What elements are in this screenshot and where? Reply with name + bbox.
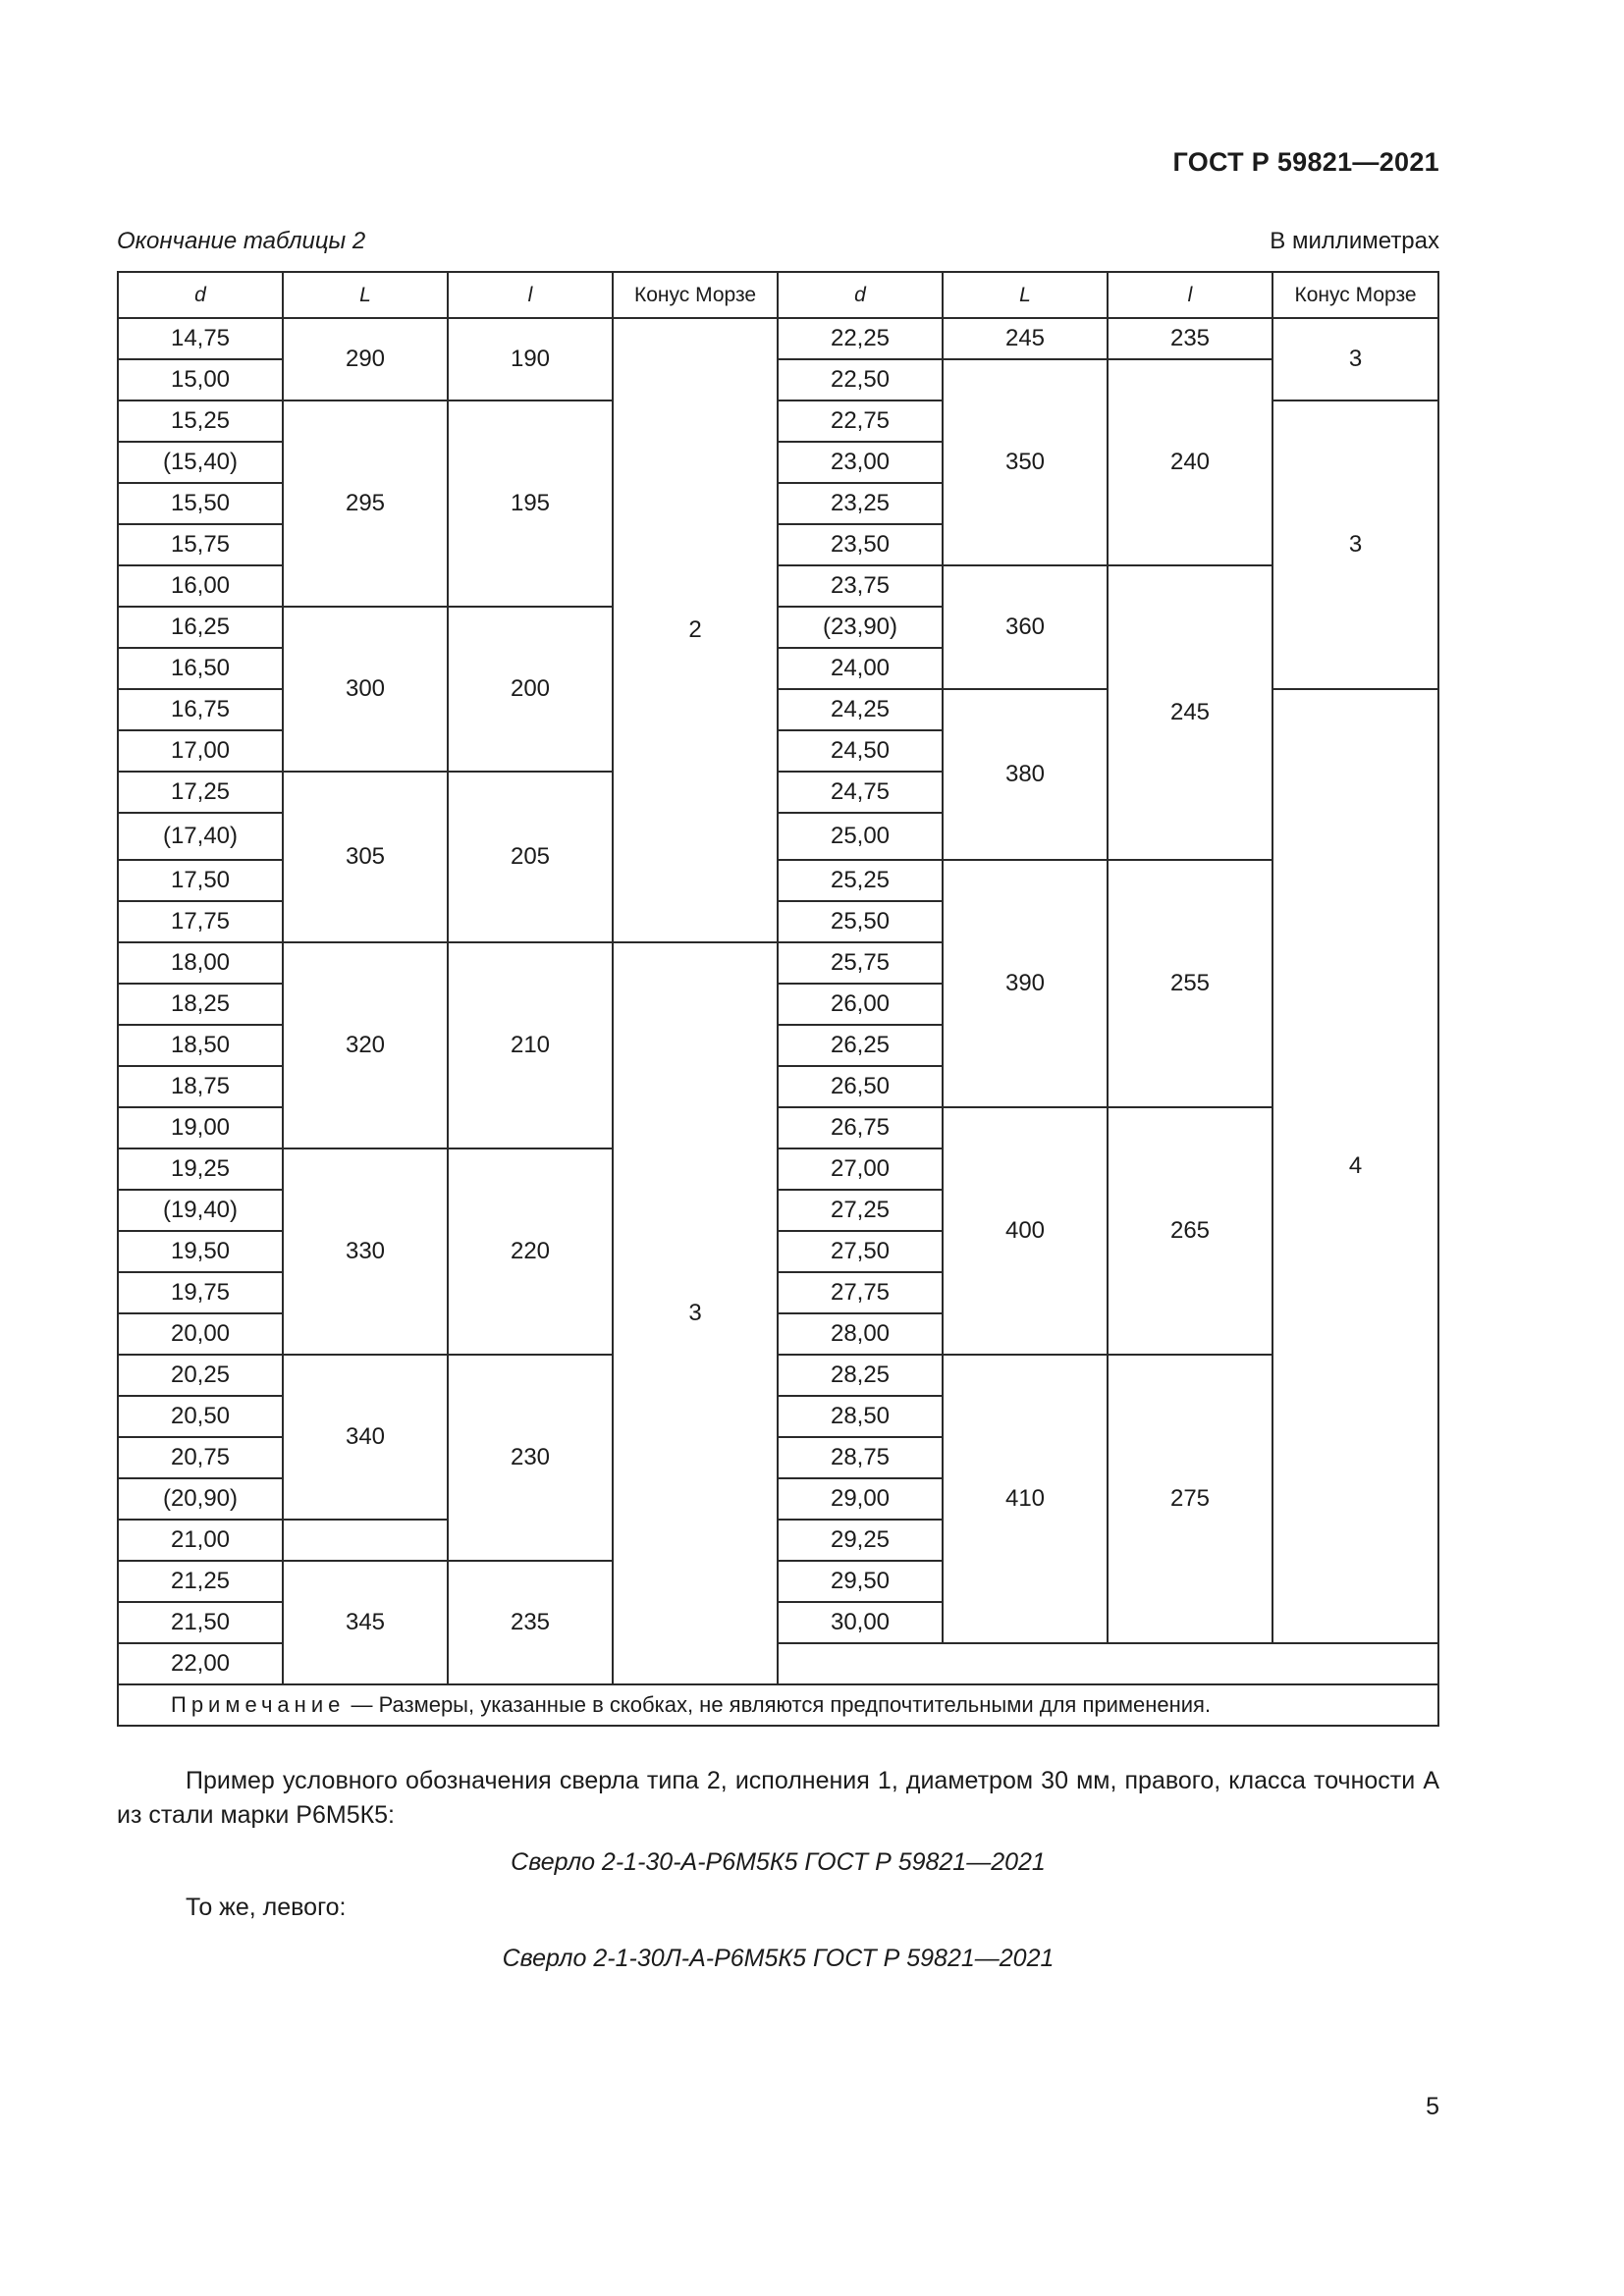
cell-d-left: (20,90) xyxy=(118,1478,283,1520)
cell-L-right: 400 xyxy=(943,1107,1108,1355)
note-text: — Размеры, указанные в скобках, не являются предпочтительными для применения. xyxy=(345,1692,1212,1717)
header-morse-left: Конус Морзе xyxy=(613,272,778,318)
cell-d-left: 18,75 xyxy=(118,1066,283,1107)
cell-morse-right: 4 xyxy=(1272,689,1438,1643)
cell-d-left: 21,50 xyxy=(118,1602,283,1643)
cell-d-left: 15,25 xyxy=(118,400,283,442)
cell-L-left-empty xyxy=(283,1520,448,1561)
cell-d-left: (19,40) xyxy=(118,1190,283,1231)
cell-d-left: 22,00 xyxy=(118,1643,283,1684)
table-note-row xyxy=(118,1684,1438,1726)
header-d-right: d xyxy=(778,272,943,318)
table-header-row xyxy=(118,272,1438,318)
cell-d-left: 20,75 xyxy=(118,1437,283,1478)
header-d-left: d xyxy=(118,272,283,318)
cell-d-left: 20,00 xyxy=(118,1313,283,1355)
units-caption: В миллиметрах xyxy=(1270,228,1439,254)
cell-d-left: 19,75 xyxy=(118,1272,283,1313)
cell-d-left: 21,00 xyxy=(118,1520,283,1561)
cell-d-left: 17,25 xyxy=(118,772,283,813)
cell-d-right: 26,25 xyxy=(778,1025,943,1066)
cell-d-left: 15,50 xyxy=(118,483,283,524)
table-note xyxy=(118,1684,1438,1726)
cell-d-left: 18,00 xyxy=(118,942,283,984)
cell-d-right: 23,75 xyxy=(778,565,943,607)
cell-l-left: 220 xyxy=(448,1148,613,1355)
cell-L-right: 380 xyxy=(943,689,1108,860)
cell-d-right: 22,75 xyxy=(778,400,943,442)
cell-d-left: 19,00 xyxy=(118,1107,283,1148)
cell-L-left: 305 xyxy=(283,772,448,942)
left-variant-paragraph: То же, левого: xyxy=(186,1894,347,1921)
cell-d-left: 15,75 xyxy=(118,524,283,565)
cell-d-left: 17,75 xyxy=(118,901,283,942)
cell-l-left: 200 xyxy=(448,607,613,772)
cell-d-right: 23,00 xyxy=(778,442,943,483)
cell-d-left: 20,25 xyxy=(118,1355,283,1396)
cell-morse-left: 2 xyxy=(613,318,778,942)
cell-L-left: 295 xyxy=(283,400,448,607)
cell-empty-right xyxy=(778,1643,1438,1684)
cell-d-right: 25,00 xyxy=(778,813,943,860)
dimensions-table xyxy=(117,271,1439,1727)
cell-d-right: 29,25 xyxy=(778,1520,943,1561)
cell-d-right: 29,00 xyxy=(778,1478,943,1520)
cell-d-right: 25,25 xyxy=(778,860,943,901)
cell-d-right: 27,50 xyxy=(778,1231,943,1272)
cell-d-right: 30,00 xyxy=(778,1602,943,1643)
cell-d-left: 17,00 xyxy=(118,730,283,772)
header-L-right: L xyxy=(943,272,1108,318)
cell-morse-right: 3 xyxy=(1272,400,1438,689)
cell-d-left: 20,50 xyxy=(118,1396,283,1437)
cell-L-left: 330 xyxy=(283,1148,448,1355)
cell-d-left: 19,50 xyxy=(118,1231,283,1272)
cell-l-right: 235 xyxy=(1108,318,1272,359)
cell-d-left: (17,40) xyxy=(118,813,283,860)
cell-L-right: 410 xyxy=(943,1355,1108,1643)
cell-d-right: 25,75 xyxy=(778,942,943,984)
cell-d-right: 28,00 xyxy=(778,1313,943,1355)
cell-d-left: (15,40) xyxy=(118,442,283,483)
cell-l-left: 235 xyxy=(448,1561,613,1684)
header-l-left: l xyxy=(448,272,613,318)
cell-d-left: 21,25 xyxy=(118,1561,283,1602)
header-L-left: L xyxy=(283,272,448,318)
cell-d-left: 18,25 xyxy=(118,984,283,1025)
cell-l-left: 210 xyxy=(448,942,613,1148)
cell-d-right: 26,75 xyxy=(778,1107,943,1148)
cell-d-left: 17,50 xyxy=(118,860,283,901)
cell-L-left: 345 xyxy=(283,1561,448,1684)
cell-l-right: 275 xyxy=(1108,1355,1272,1643)
cell-d-left: 16,75 xyxy=(118,689,283,730)
cell-L-left: 320 xyxy=(283,942,448,1148)
cell-d-right: 25,50 xyxy=(778,901,943,942)
cell-l-left: 190 xyxy=(448,318,613,400)
cell-d-right: 22,50 xyxy=(778,359,943,400)
cell-d-right: 24,00 xyxy=(778,648,943,689)
note-label: Примечание xyxy=(171,1692,346,1717)
cell-d-right: 26,50 xyxy=(778,1066,943,1107)
header-l-right: l xyxy=(1108,272,1272,318)
cell-d-left: 16,00 xyxy=(118,565,283,607)
cell-L-left: 290 xyxy=(283,318,448,400)
cell-L-right: 360 xyxy=(943,565,1108,689)
cell-L-left: 300 xyxy=(283,607,448,772)
cell-morse-right: 3 xyxy=(1272,318,1438,400)
cell-d-left: 19,25 xyxy=(118,1148,283,1190)
cell-d-right: 22,25 xyxy=(778,318,943,359)
cell-l-right: 255 xyxy=(1108,860,1272,1107)
cell-d-right: 24,25 xyxy=(778,689,943,730)
cell-d-right: 26,00 xyxy=(778,984,943,1025)
cell-L-right: 390 xyxy=(943,860,1108,1107)
cell-d-right: 27,75 xyxy=(778,1272,943,1313)
cell-l-left: 195 xyxy=(448,400,613,607)
cell-L-right: 350 xyxy=(943,359,1108,565)
cell-d-right: 27,25 xyxy=(778,1190,943,1231)
cell-d-right: 23,50 xyxy=(778,524,943,565)
page-number: 5 xyxy=(1426,2093,1439,2120)
cell-d-right: 23,25 xyxy=(778,483,943,524)
cell-d-right: 24,50 xyxy=(778,730,943,772)
designation-right: Сверло 2-1-30-А-Р6М5К5 ГОСТ Р 59821—2021 xyxy=(511,1848,1046,1876)
cell-d-left: 18,50 xyxy=(118,1025,283,1066)
cell-d-left: 16,50 xyxy=(118,648,283,689)
cell-l-left: 205 xyxy=(448,772,613,942)
designation-left: Сверло 2-1-30Л-А-Р6М5К5 ГОСТ Р 59821—2021 xyxy=(502,1945,1055,1972)
table-continuation-caption: Окончание таблицы 2 xyxy=(117,228,366,254)
cell-L-right: 245 xyxy=(943,318,1108,359)
cell-d-right: 27,00 xyxy=(778,1148,943,1190)
document-code: ГОСТ Р 59821—2021 xyxy=(1172,147,1439,177)
cell-l-right: 265 xyxy=(1108,1107,1272,1355)
example-paragraph: Пример условного обозначения сверла типа 2, исполнения 1, диаметром 30 мм, правого, класса точности А из стали марки Р6М5К5: xyxy=(117,1767,1439,1829)
cell-l-right: 240 xyxy=(1108,359,1272,565)
cell-d-right: (23,90) xyxy=(778,607,943,648)
cell-d-left: 15,00 xyxy=(118,359,283,400)
table-row xyxy=(118,1355,1438,1396)
cell-d-right: 28,50 xyxy=(778,1396,943,1437)
cell-d-right: 29,50 xyxy=(778,1561,943,1602)
cell-d-left: 16,25 xyxy=(118,607,283,648)
header-morse-right: Конус Морзе xyxy=(1272,272,1438,318)
cell-l-left: 230 xyxy=(448,1355,613,1561)
cell-d-right: 28,75 xyxy=(778,1437,943,1478)
cell-l-right: 245 xyxy=(1108,565,1272,860)
cell-d-right: 24,75 xyxy=(778,772,943,813)
cell-d-left: 14,75 xyxy=(118,318,283,359)
cell-L-left: 340 xyxy=(283,1355,448,1520)
cell-morse-left: 3 xyxy=(613,942,778,1684)
cell-d-right: 28,25 xyxy=(778,1355,943,1396)
table-row xyxy=(118,318,1438,359)
